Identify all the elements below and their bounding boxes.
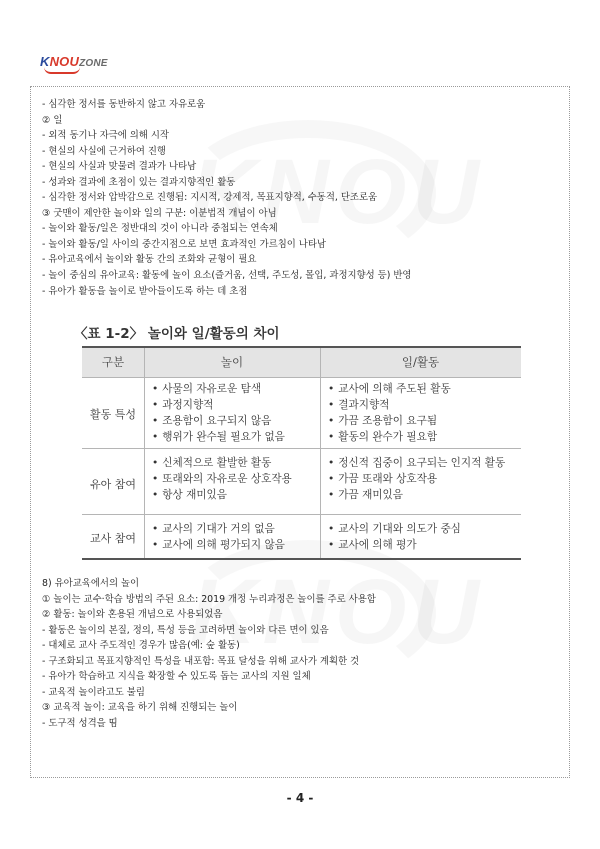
header-category: 구분 xyxy=(101,355,125,369)
list-item: • 행위가 완수될 필요가 없음 xyxy=(152,429,285,445)
play-cell xyxy=(152,381,285,445)
row-label: 활동 특성 xyxy=(89,408,136,421)
list-item: • 가끔 조용함이 요구됨 xyxy=(328,413,451,429)
table-header xyxy=(82,348,521,378)
text-line: - 활동은 놀이의 본질, 정의, 특성 등을 고려하면 놀이와 다른 면이 있음 xyxy=(42,624,329,636)
list-item: • 사물의 자유로운 탐색 xyxy=(152,381,285,397)
list-item: • 과정지향적 xyxy=(152,397,285,413)
text-line: - 놀이와 활동/일 사이의 중간지점으로 보면 효과적인 가르침이 나타남 xyxy=(42,238,326,250)
text-line: - 심각한 정서를 동반하지 않고 자유로움 xyxy=(42,99,206,110)
text-line: ③ 굿맨이 제안한 놀이와 일의 구분: 이분법적 개념이 아님 xyxy=(42,207,277,219)
text-line: ③ 교육적 놀이: 교육을 하기 위해 진행되는 놀이 xyxy=(42,702,238,714)
knouzone-logo: KNOUZONE xyxy=(40,54,108,69)
list-item: • 가끔 또래와 상호작용 xyxy=(328,471,505,487)
text-line: - 심각한 정서와 압박감으로 진행됨: 지시적, 강제적, 목표지향적, 수동적, 단조로움 xyxy=(42,192,378,204)
text-line: ② 활동: 놀이와 혼용된 개념으로 사용되었음 xyxy=(42,609,223,621)
text-line: - 대체로 교사 주도적인 경우가 많음(예: 숲 활동) xyxy=(42,640,240,652)
text-line: - 현실의 사실과 맞물려 결과가 나타남 xyxy=(42,161,197,173)
text-line: - 성과와 결과에 초점이 있는 결과지향적인 활동 xyxy=(42,176,236,188)
table-divider xyxy=(82,514,521,515)
header-work: 일/활동 xyxy=(401,355,440,369)
text-block-top xyxy=(42,97,411,299)
list-item: • 또래와의 자유로운 상호작용 xyxy=(152,471,292,487)
list-item: • 항상 재미있음 xyxy=(152,487,292,503)
row-label: 교사 참여 xyxy=(89,532,136,545)
text-block-bottom xyxy=(42,576,376,731)
table-divider xyxy=(82,448,521,449)
list-item: • 정신적 집중이 요구되는 인지적 활동 xyxy=(328,455,505,471)
text-line: - 도구적 성격을 띰 xyxy=(42,717,118,729)
list-item: • 교사의 기대가 거의 없음 xyxy=(152,521,285,537)
play-cell xyxy=(152,521,285,553)
text-line: - 놀이 중심의 유아교육: 활동에 놀이 요소(즐거움, 선택, 주도성, 몰입, 과정지향성 등) 반영 xyxy=(42,270,412,282)
table-divider xyxy=(144,348,145,558)
logo-swoosh xyxy=(44,67,80,74)
text-line: - 현실의 사실에 근거하여 진행 xyxy=(42,145,166,157)
text-line: - 외적 동기나 자극에 의해 시작 xyxy=(42,130,169,142)
list-item: • 교사에 의해 평가 xyxy=(328,537,461,553)
comparison-table xyxy=(82,346,521,560)
list-item: • 가끔 재미있음 xyxy=(328,487,505,503)
page-number: - 4 - xyxy=(286,791,314,805)
row-label: 유아 참여 xyxy=(89,478,136,491)
table-caption: 〈표 1-2〉 놀이와 일/활동의 차이 xyxy=(74,326,280,342)
header-play: 놀이 xyxy=(220,355,244,369)
text-line: - 교육적 놀이라고도 불림 xyxy=(42,686,145,698)
text-line: - 구조화되고 목표지향적인 특성을 내포함: 목표 달성을 위해 교사가 계획한 것 xyxy=(42,655,360,667)
text-line: - 유아가 활동을 놀이로 받아들이도록 하는 데 초점 xyxy=(42,285,248,297)
work-cell xyxy=(328,521,461,553)
list-item: • 활동의 완수가 필요함 xyxy=(328,429,451,445)
text-line: ① 놀이는 교수·학습 방법의 주된 요소: 2019 개정 누리과정은 놀이를 주로 사용함 xyxy=(42,593,376,605)
work-cell xyxy=(328,455,505,503)
play-cell xyxy=(152,455,292,503)
list-item: • 결과지향적 xyxy=(328,397,451,413)
list-item: • 신체적으로 활발한 활동 xyxy=(152,455,292,471)
list-item: • 교사의 기대와 의도가 중심 xyxy=(328,521,461,537)
table-divider xyxy=(320,348,321,558)
text-line: ② 일 xyxy=(42,114,63,126)
text-line: - 유아가 학습하고 지식을 확장할 수 있도록 돕는 교사의 지원 일체 xyxy=(42,671,311,683)
text-line: - 놀이와 활동/일은 정반대의 것이 아니라 중첩되는 연속체 xyxy=(42,223,278,235)
work-cell xyxy=(328,381,451,445)
list-item: • 교사에 의해 주도된 활동 xyxy=(328,381,451,397)
list-item: • 조용함이 요구되지 않음 xyxy=(152,413,285,429)
text-line: - 유아교육에서 놀이와 활동 간의 조화와 균형이 필요 xyxy=(42,254,257,266)
text-line: 8) 유아교육에서의 놀이 xyxy=(42,578,140,589)
list-item: • 교사에 의해 평가되지 않음 xyxy=(152,537,285,553)
